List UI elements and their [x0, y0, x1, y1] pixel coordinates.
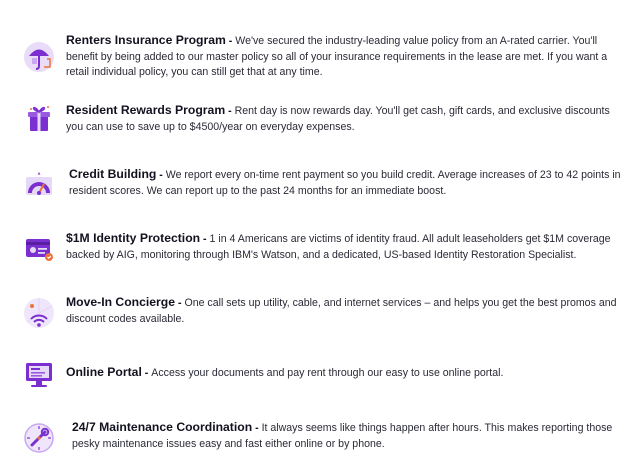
title-separator: -: [141, 367, 152, 379]
wrench-clock-icon: [21, 420, 57, 456]
feature-description: Rent day is now rewards day. You'll get cash, gift cards, and exclusive discounts you can use to save up to $4500/year on everyday expenses.: [66, 105, 610, 133]
feature-text: [66, 33, 624, 81]
identity-card-icon: [21, 231, 57, 267]
feature-title: Resident Rewards Program: [66, 103, 226, 117]
feature-title: Renters Insurance Program: [66, 33, 226, 47]
feature-description: 1 in 4 Americans are victims of identity fraud. All adult leaseholders get $1M coverage backed by AIG, monitoring through IBM's Watson, and a dedicated, US-based Identity Restoration Specialist.: [66, 233, 611, 261]
title-separator: -: [200, 233, 210, 245]
title-separator: -: [175, 297, 185, 309]
title-separator: -: [225, 105, 235, 117]
feature-text: [66, 231, 624, 263]
feature-description: We've secured the industry-leading value policy from an A-rated carrier. You'll benefit by being added to our master policy so all of your insurance requirements in the lease are met. If you want a retail individual policy, you can still get that at any time.: [66, 35, 608, 78]
feature-description: Access your documents and pay rent through our easy to use online portal.: [151, 367, 504, 379]
umbrella-house-icon: [21, 37, 57, 73]
feature-text: [66, 365, 624, 382]
feature-description: One call sets up utility, cable, and internet services – and helps you get the best promos and discount codes available.: [66, 297, 617, 325]
feature-title: 24/7 Maintenance Coordination: [72, 420, 253, 434]
feature-title: Online Portal: [66, 365, 142, 379]
feature-description: It always seems like things happen after hours. This makes reporting those pesky maintenance issues easy and fast either online or by phone.: [72, 422, 613, 450]
title-separator: -: [156, 169, 166, 181]
feature-title: Move-In Concierge: [66, 295, 176, 309]
title-separator: -: [225, 35, 236, 47]
feature-text: [72, 420, 624, 452]
feature-text: [69, 167, 627, 199]
feature-description: We report every on-time rent payment so you build credit. Average increases of 23 to 42 points in resident scores. We can report up to the past 24 months for an immediate boost.: [69, 169, 621, 197]
credit-gauge-icon: [21, 167, 57, 203]
gift-box-icon: [21, 101, 57, 137]
monitor-portal-icon: [21, 356, 57, 392]
feature-text: [66, 103, 624, 135]
feature-text: [66, 295, 624, 327]
title-separator: -: [252, 422, 262, 434]
wifi-utilities-icon: [21, 295, 57, 331]
feature-title: Credit Building: [69, 167, 157, 181]
feature-title: $1M Identity Protection: [66, 231, 201, 245]
